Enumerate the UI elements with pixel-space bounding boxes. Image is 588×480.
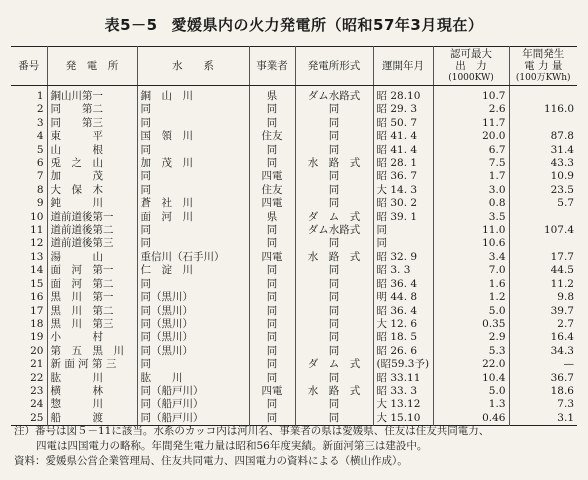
cell-capacity: 2.6	[433, 103, 509, 116]
cell-no: 25	[30, 411, 44, 424]
cell-capacity: 10.4	[433, 372, 509, 385]
cell-type: 同	[295, 103, 373, 116]
cell-river: 同	[137, 144, 249, 157]
cell-plant: 面 河 第二	[47, 278, 137, 291]
cell-generation: 31.4	[509, 144, 577, 157]
cell-plant: 道前道後第二	[47, 224, 137, 237]
cell-no: 23	[30, 384, 44, 397]
page-title	[0, 14, 588, 35]
cell-generation: 44.5	[509, 264, 577, 277]
cell-plant: 小 村	[47, 331, 137, 344]
cell-generation: 3.1	[509, 412, 577, 426]
cell-type: 同	[295, 318, 373, 331]
cell-plant: 湯 山	[47, 251, 137, 264]
table-row	[11, 331, 577, 344]
cell-operator: 同	[249, 331, 295, 344]
power-plant-table	[11, 46, 577, 426]
cell-capacity: 2.9	[433, 331, 509, 344]
cell-operator: 四電	[249, 170, 295, 183]
cell-year: 大 14. 3	[373, 184, 433, 197]
table-row	[11, 237, 577, 250]
cell-generation: 23.5	[509, 184, 577, 197]
cell-river: 蒼 社 川	[137, 197, 249, 210]
cell-year: 昭 26. 6	[373, 345, 433, 358]
cell-year: 昭 36. 4	[373, 305, 433, 318]
cell-generation: 43.3	[509, 157, 577, 170]
cell-plant: 大 保 木	[47, 184, 137, 197]
cell-year: (昭59.3予)	[373, 358, 433, 371]
cell-plant: 黒 川 第一	[47, 291, 137, 304]
cell-year: 昭 18. 5	[373, 331, 433, 344]
table-row	[11, 211, 577, 224]
header-plant: 発 電 所	[47, 47, 137, 86]
cell-generation: 34.3	[509, 345, 577, 358]
cell-year: 同	[373, 237, 433, 250]
cell-type: 同	[295, 237, 373, 250]
cell-operator: 同	[249, 224, 295, 237]
cell-year: 昭 33. 3	[373, 385, 433, 398]
cell-no: 11	[30, 224, 44, 237]
table-row	[11, 251, 577, 264]
table-row	[11, 264, 577, 277]
cell-no: 21	[30, 358, 44, 371]
cell-year: 大 13.12	[373, 398, 433, 411]
table-row	[11, 157, 577, 170]
cell-type: ダ ム 式	[295, 358, 373, 371]
cell-no: 12	[30, 237, 44, 250]
table-row	[11, 291, 577, 304]
cell-generation: 9.8	[509, 291, 577, 304]
table-row	[11, 372, 577, 385]
cell-year: 昭 32. 9	[373, 251, 433, 264]
cell-plant: 東 平	[47, 130, 137, 143]
cell-river: 銅 山 川	[137, 86, 249, 104]
cell-no: 7	[36, 170, 44, 183]
cell-operator: 同	[249, 345, 295, 358]
cell-plant: 鈍 川	[47, 197, 137, 210]
cell-capacity: 1.6	[433, 278, 509, 291]
cell-year: 昭 33.11	[373, 372, 433, 385]
table-row	[11, 197, 577, 210]
cell-capacity: 11.7	[433, 117, 509, 130]
cell-type: 同	[295, 184, 373, 197]
cell-plant: 兎 之 山	[47, 157, 137, 170]
cell-type: 同	[295, 291, 373, 304]
cell-plant: 銅山川第一	[47, 86, 137, 104]
cell-capacity: 0.46	[433, 412, 509, 426]
cell-capacity: 11.0	[433, 224, 509, 237]
cell-operator: 同	[249, 103, 295, 116]
cell-capacity: 10.6	[433, 237, 509, 250]
cell-no: 16	[30, 291, 44, 304]
cell-capacity: 7.0	[433, 264, 509, 277]
cell-capacity: 0.35	[433, 318, 509, 331]
table-row	[11, 224, 577, 237]
cell-river: 同	[137, 278, 249, 291]
cell-generation: 10.9	[509, 170, 577, 183]
table-row	[11, 318, 577, 331]
cell-no: 15	[30, 277, 44, 290]
cell-plant: 加 茂	[47, 170, 137, 183]
cell-river: 加 茂 川	[137, 157, 249, 170]
cell-capacity: 5.3	[433, 345, 509, 358]
cell-generation: 17.7	[509, 251, 577, 264]
header-row	[11, 47, 577, 86]
table-row	[11, 144, 577, 157]
cell-plant: 船 渡	[47, 412, 137, 426]
cell-no: 18	[30, 317, 44, 330]
cell-operator: 同	[249, 144, 295, 157]
table-title: 愛媛県内の火力発電所（昭和57年3月現在）	[171, 16, 484, 34]
cell-generation: 18.6	[509, 385, 577, 398]
table-row	[11, 305, 577, 318]
cell-year: 昭 36. 4	[373, 278, 433, 291]
table-row	[11, 385, 577, 398]
cell-no: 19	[30, 331, 44, 344]
cell-generation: 16.4	[509, 331, 577, 344]
cell-river: 同	[137, 358, 249, 371]
cell-operator: 同	[249, 278, 295, 291]
cell-river: 重信川（石手川）	[137, 251, 249, 264]
cell-river: 同（黒川）	[137, 331, 249, 344]
cell-generation	[509, 117, 577, 130]
cell-type: 同	[295, 144, 373, 157]
cell-operator: 同	[249, 157, 295, 170]
cell-generation: 2.7	[509, 318, 577, 331]
cell-plant: 山 根	[47, 144, 137, 157]
cell-river: 同（船戸川）	[137, 385, 249, 398]
cell-year: 昭 41. 4	[373, 144, 433, 157]
cell-generation: 11.2	[509, 278, 577, 291]
cell-capacity: 1.2	[433, 291, 509, 304]
cell-river: 同	[137, 184, 249, 197]
cell-year: 昭 28.10	[373, 86, 433, 104]
cell-river: 同	[137, 224, 249, 237]
cell-type: 同	[295, 345, 373, 358]
cell-type: 同	[295, 130, 373, 143]
cell-year: 昭 28. 1	[373, 157, 433, 170]
note-line-2: 四電は四国電力の略称。年間発生電力量は昭和56年度実績。新面河第三は建設中。	[36, 440, 428, 452]
cell-capacity: 0.8	[433, 197, 509, 210]
cell-operator: 同	[249, 291, 295, 304]
cell-year: 大 15.10	[373, 412, 433, 426]
cell-operator: 県	[249, 211, 295, 224]
table-row	[11, 86, 577, 104]
cell-capacity: 1.3	[433, 398, 509, 411]
cell-plant: 道前道後第三	[47, 237, 137, 250]
cell-type: 同	[295, 278, 373, 291]
cell-year: 昭 50. 7	[373, 117, 433, 130]
cell-operator: 同	[249, 412, 295, 426]
cell-river: 肱 川	[137, 372, 249, 385]
cell-generation: 87.8	[509, 130, 577, 143]
cell-type: 同	[295, 264, 373, 277]
cell-operator: 同	[249, 358, 295, 371]
cell-no: 14	[30, 264, 44, 277]
cell-river: 同（黒川）	[137, 345, 249, 358]
table-row	[11, 398, 577, 411]
cell-generation: 39.7	[509, 305, 577, 318]
cell-year: 大 12. 6	[373, 318, 433, 331]
cell-no: 4	[36, 130, 44, 143]
header-generation	[509, 47, 577, 86]
cell-operator: 同	[249, 372, 295, 385]
cell-operator: 同	[249, 117, 295, 130]
cell-capacity: 20.0	[433, 130, 509, 143]
cell-operator: 同	[249, 237, 295, 250]
cell-type: ダム水路式	[295, 86, 373, 104]
cell-type: ダム水路式	[295, 224, 373, 237]
cell-year: 昭 41. 4	[373, 130, 433, 143]
cell-plant: 面 河 第一	[47, 264, 137, 277]
cell-river: 同（黒川）	[137, 305, 249, 318]
cell-generation: —	[509, 358, 577, 371]
table-row	[11, 345, 577, 358]
cell-type: 同	[295, 398, 373, 411]
cell-capacity: 3.4	[433, 251, 509, 264]
cell-plant: 黒 川 第三	[47, 318, 137, 331]
header-capacity-line2: 出 力	[455, 60, 487, 72]
cell-plant: 道前道後第一	[47, 211, 137, 224]
cell-river: 同	[137, 237, 249, 250]
cell-capacity: 6.7	[433, 144, 509, 157]
table-row	[11, 278, 577, 291]
cell-generation	[509, 86, 577, 104]
cell-type: 同	[295, 412, 373, 426]
cell-river: 同（船戸川）	[137, 398, 249, 411]
cell-capacity: 3.0	[433, 184, 509, 197]
cell-operator: 県	[249, 86, 295, 104]
cell-capacity: 5.0	[433, 305, 509, 318]
cell-no: 20	[30, 344, 44, 357]
cell-capacity: 1.7	[433, 170, 509, 183]
cell-plant: 新 面 河 第 三	[47, 358, 137, 371]
cell-generation: 36.7	[509, 372, 577, 385]
cell-no: 2	[36, 103, 44, 116]
header-capacity-unit: (1000KW)	[448, 73, 494, 83]
cell-year: 昭 3. 3	[373, 264, 433, 277]
header-capacity	[433, 47, 509, 86]
cell-type: 同	[295, 305, 373, 318]
cell-operator: 四電	[249, 197, 295, 210]
cell-no: 6	[36, 157, 44, 170]
header-generation-line1: 年間発生	[522, 48, 565, 60]
cell-plant: 同 第三	[47, 117, 137, 130]
cell-river: 仁 淀 川	[137, 264, 249, 277]
header-generation-unit: (100万KWh)	[515, 73, 571, 83]
cell-year: 昭 39. 1	[373, 211, 433, 224]
cell-plant: 惣 川	[47, 398, 137, 411]
cell-no: 13	[30, 250, 44, 263]
cell-operator: 住友	[249, 184, 295, 197]
header-generation-line2: 電 力 量	[524, 60, 563, 72]
table-row	[11, 184, 577, 197]
note-source: 資料：愛媛県公営企業管理局、住友共同電力、四国電力の資料による（横山作成）。	[14, 455, 408, 467]
cell-no: 3	[36, 116, 44, 129]
cell-year: 昭 36. 7	[373, 170, 433, 183]
cell-type: 水 路 式	[295, 157, 373, 170]
cell-operator: 同	[249, 318, 295, 331]
cell-no: 1	[36, 90, 44, 102]
header-no: 番号	[11, 47, 47, 86]
cell-capacity: 10.7	[433, 86, 509, 104]
cell-type: ダ ム 式	[295, 211, 373, 224]
cell-operator: 同	[249, 264, 295, 277]
cell-plant: 第 五 黒 川	[47, 345, 137, 358]
table-body	[11, 86, 577, 426]
cell-type: 水 路 式	[295, 251, 373, 264]
cell-year: 明 44. 8	[373, 291, 433, 304]
cell-type: 同	[295, 331, 373, 344]
cell-river: 面 河 川	[137, 211, 249, 224]
cell-type: 同	[295, 372, 373, 385]
header-operator: 事業者	[249, 47, 295, 86]
cell-river: 同	[137, 117, 249, 130]
table-row	[11, 117, 577, 130]
table-number: 表5－5	[104, 16, 158, 34]
cell-year: 昭 30. 2	[373, 197, 433, 210]
cell-generation: 7.3	[509, 398, 577, 411]
cell-type: 同	[295, 197, 373, 210]
header-type: 発電所形式	[295, 47, 373, 86]
cell-no: 8	[36, 183, 44, 196]
cell-type: 水 路 式	[295, 385, 373, 398]
cell-capacity: 7.5	[433, 157, 509, 170]
cell-plant: 黒 川 第二	[47, 305, 137, 318]
cell-type: 同	[295, 117, 373, 130]
cell-operator: 住友	[249, 130, 295, 143]
note-line-1: 注）番号は図５－11に該当。水系のカッコ内は河川名、事業者の県は愛媛県、住友は住友共同電力、	[14, 425, 490, 437]
cell-operator: 四電	[249, 385, 295, 398]
cell-no: 10	[30, 210, 44, 223]
cell-plant: 同 第二	[47, 103, 137, 116]
header-capacity-line1: 認可最大	[450, 48, 492, 60]
header-river: 水 系	[137, 47, 249, 86]
cell-no: 22	[30, 371, 44, 384]
cell-generation: 5.7	[509, 197, 577, 210]
table-row	[11, 170, 577, 183]
cell-type: 同	[295, 170, 373, 183]
table-row	[11, 103, 577, 116]
cell-capacity: 5.0	[433, 385, 509, 398]
cell-capacity: 3.5	[433, 211, 509, 224]
cell-capacity: 22.0	[433, 358, 509, 371]
cell-river: 同	[137, 103, 249, 116]
cell-river: 同（黒川）	[137, 318, 249, 331]
cell-year: 同	[373, 224, 433, 237]
header-year: 運開年月	[373, 47, 433, 86]
cell-river: 同（黒川）	[137, 291, 249, 304]
footnote	[14, 424, 580, 469]
cell-river: 国 領 川	[137, 130, 249, 143]
cell-river: 同	[137, 170, 249, 183]
cell-year: 昭 29. 3	[373, 103, 433, 116]
table-row	[11, 130, 577, 143]
cell-generation	[509, 237, 577, 250]
cell-plant: 肱 川	[47, 372, 137, 385]
cell-generation: 107.4	[509, 224, 577, 237]
cell-operator: 同	[249, 398, 295, 411]
cell-no: 9	[36, 197, 44, 210]
cell-generation: 116.0	[509, 103, 577, 116]
cell-operator: 四電	[249, 251, 295, 264]
cell-generation	[509, 211, 577, 224]
cell-plant: 横 林	[47, 385, 137, 398]
cell-no: 24	[30, 398, 44, 411]
cell-operator: 同	[249, 305, 295, 318]
table-row	[11, 358, 577, 371]
cell-no: 17	[30, 304, 44, 317]
cell-river: 同（船戸川）	[137, 412, 249, 426]
cell-no: 5	[36, 143, 44, 156]
